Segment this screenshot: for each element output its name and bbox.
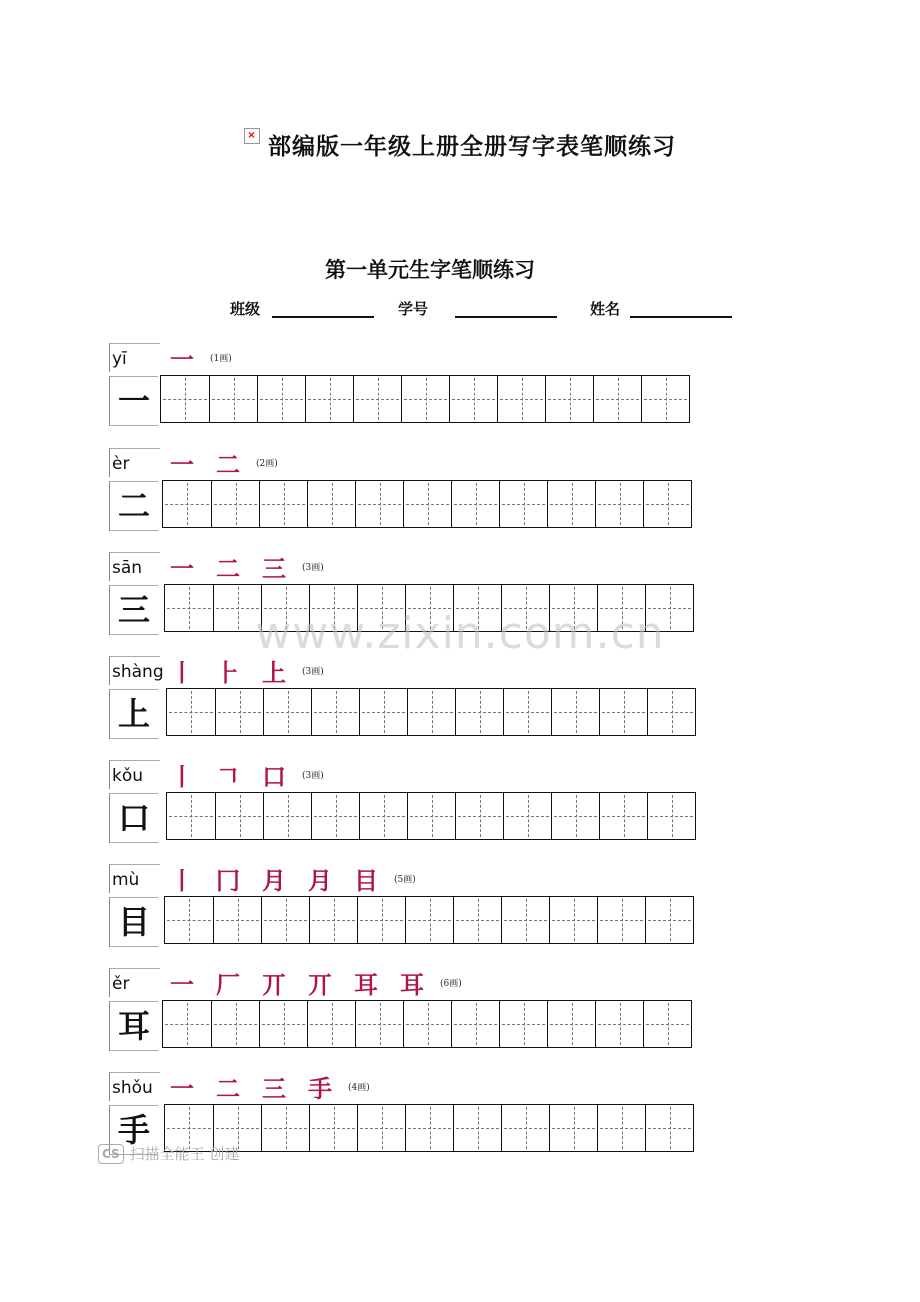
stroke-count: (5画) bbox=[394, 874, 416, 885]
writing-cell[interactable] bbox=[161, 376, 209, 422]
name-blank[interactable] bbox=[630, 316, 732, 318]
scanner-credit bbox=[98, 1143, 239, 1164]
practice-grid bbox=[166, 688, 696, 736]
writing-cell[interactable] bbox=[163, 481, 211, 527]
character-row bbox=[0, 968, 920, 1068]
stroke-step: 耳 bbox=[400, 969, 424, 999]
writing-cell[interactable] bbox=[453, 897, 501, 943]
writing-cell[interactable] bbox=[455, 793, 503, 839]
writing-cell[interactable] bbox=[261, 585, 309, 631]
writing-cell[interactable] bbox=[355, 481, 403, 527]
model-character: 上 bbox=[109, 689, 158, 739]
stroke-step: 上 bbox=[262, 657, 286, 687]
writing-cell[interactable] bbox=[213, 897, 261, 943]
writing-cell[interactable] bbox=[211, 481, 259, 527]
character-row bbox=[0, 864, 920, 964]
writing-cell[interactable] bbox=[545, 376, 593, 422]
writing-cell[interactable] bbox=[403, 481, 451, 527]
stroke-step: 二 bbox=[216, 1073, 240, 1103]
writing-cell[interactable] bbox=[259, 1001, 307, 1047]
writing-cell[interactable] bbox=[309, 585, 357, 631]
writing-cell[interactable] bbox=[453, 585, 501, 631]
writing-cell[interactable] bbox=[305, 376, 353, 422]
pinyin-label: kǒu bbox=[109, 760, 160, 789]
writing-cell[interactable] bbox=[499, 481, 547, 527]
writing-cell[interactable] bbox=[551, 689, 599, 735]
writing-cell[interactable] bbox=[451, 481, 499, 527]
pinyin-label: sān bbox=[109, 552, 160, 581]
writing-cell[interactable] bbox=[359, 689, 407, 735]
character-row bbox=[0, 760, 920, 860]
writing-cell[interactable] bbox=[641, 376, 689, 422]
writing-cell[interactable] bbox=[405, 1105, 453, 1151]
writing-cell[interactable] bbox=[357, 897, 405, 943]
writing-cell[interactable] bbox=[593, 376, 641, 422]
writing-cell[interactable] bbox=[359, 793, 407, 839]
writing-cell[interactable] bbox=[311, 793, 359, 839]
pinyin-label: mù bbox=[109, 864, 160, 893]
character-row bbox=[0, 656, 920, 756]
writing-cell[interactable] bbox=[503, 793, 551, 839]
writing-cell[interactable] bbox=[405, 897, 453, 943]
writing-cell[interactable] bbox=[645, 1105, 693, 1151]
writing-cell[interactable] bbox=[501, 585, 549, 631]
pinyin-label: yī bbox=[109, 343, 160, 372]
writing-cell[interactable] bbox=[455, 689, 503, 735]
writing-cell[interactable] bbox=[309, 897, 357, 943]
stroke-step: 丌 bbox=[262, 969, 286, 999]
writing-cell[interactable] bbox=[549, 897, 597, 943]
writing-cell[interactable] bbox=[167, 793, 215, 839]
pinyin-label: shǒu bbox=[109, 1072, 160, 1101]
writing-cell[interactable] bbox=[165, 585, 213, 631]
stroke-step: 丨 bbox=[170, 761, 194, 791]
writing-cell[interactable] bbox=[501, 1105, 549, 1151]
pinyin-label: shàng bbox=[109, 656, 160, 685]
stroke-order-sequence bbox=[170, 448, 278, 479]
stroke-step: 一 bbox=[170, 553, 194, 583]
stroke-count: (3画) bbox=[302, 770, 324, 781]
writing-cell[interactable] bbox=[451, 1001, 499, 1047]
writing-cell[interactable] bbox=[597, 897, 645, 943]
stroke-step: 一 bbox=[170, 969, 194, 999]
document-title: × 部编版一年级上册全册写字表笔顺练习 bbox=[0, 128, 920, 161]
model-character: 二 bbox=[109, 481, 158, 531]
writing-cell[interactable] bbox=[263, 793, 311, 839]
writing-cell[interactable] bbox=[357, 1105, 405, 1151]
writing-cell[interactable] bbox=[647, 793, 695, 839]
writing-cell[interactable] bbox=[261, 1105, 309, 1151]
writing-cell[interactable] bbox=[597, 585, 645, 631]
writing-cell[interactable] bbox=[403, 1001, 451, 1047]
writing-cell[interactable] bbox=[261, 897, 309, 943]
watermark: www.zixin.com.cn bbox=[255, 608, 665, 659]
model-character: 口 bbox=[109, 793, 158, 843]
stroke-count: (3画) bbox=[302, 562, 324, 573]
stroke-step: 丌 bbox=[308, 969, 332, 999]
writing-cell[interactable] bbox=[311, 689, 359, 735]
writing-cell[interactable] bbox=[503, 689, 551, 735]
writing-cell[interactable] bbox=[549, 585, 597, 631]
writing-cell[interactable] bbox=[497, 376, 545, 422]
stroke-step: 手 bbox=[308, 1073, 332, 1103]
stroke-step: 月 bbox=[308, 865, 332, 895]
practice-grid bbox=[166, 792, 696, 840]
writing-cell[interactable] bbox=[449, 376, 497, 422]
pinyin-label: èr bbox=[109, 448, 160, 477]
writing-cell[interactable] bbox=[551, 793, 599, 839]
class-blank[interactable] bbox=[272, 316, 374, 318]
writing-cell[interactable] bbox=[211, 1001, 259, 1047]
writing-cell[interactable] bbox=[307, 481, 355, 527]
writing-cell[interactable] bbox=[357, 585, 405, 631]
stroke-step: 丨 bbox=[170, 865, 194, 895]
practice-grid bbox=[164, 896, 694, 944]
character-row bbox=[0, 343, 920, 443]
name-label: 姓名 bbox=[590, 300, 621, 318]
stroke-order-sequence bbox=[170, 760, 324, 791]
model-character: 目 bbox=[109, 897, 158, 947]
writing-cell[interactable] bbox=[643, 1001, 691, 1047]
number-label: 学号 bbox=[398, 300, 429, 318]
writing-cell[interactable] bbox=[643, 481, 691, 527]
practice-grid bbox=[164, 584, 694, 632]
writing-cell[interactable] bbox=[547, 481, 595, 527]
camscanner-logo-icon: CS bbox=[98, 1144, 124, 1164]
stroke-step: 月 bbox=[262, 865, 286, 895]
stroke-step: 口 bbox=[262, 761, 286, 791]
writing-cell[interactable] bbox=[645, 585, 693, 631]
model-character: 耳 bbox=[109, 1001, 158, 1051]
writing-cell[interactable] bbox=[499, 1001, 547, 1047]
writing-cell[interactable] bbox=[501, 897, 549, 943]
practice-grid bbox=[162, 480, 692, 528]
stroke-step: 二 bbox=[216, 449, 240, 479]
scanner-text: 扫描全能王 创建 bbox=[129, 1145, 240, 1163]
pinyin-label: ěr bbox=[109, 968, 160, 997]
stroke-step: ⺊ bbox=[216, 657, 240, 687]
practice-grid bbox=[162, 1000, 692, 1048]
writing-cell[interactable] bbox=[213, 585, 261, 631]
writing-cell[interactable] bbox=[595, 1001, 643, 1047]
writing-cell[interactable] bbox=[167, 689, 215, 735]
stroke-step: 冂 bbox=[216, 865, 240, 895]
writing-cell[interactable] bbox=[599, 793, 647, 839]
writing-cell[interactable] bbox=[165, 897, 213, 943]
stroke-step: 三 bbox=[262, 553, 286, 583]
stroke-count: (4画) bbox=[348, 1082, 370, 1093]
stroke-step: 耳 bbox=[354, 969, 378, 999]
stroke-step: 厂 bbox=[216, 969, 240, 999]
writing-cell[interactable] bbox=[595, 481, 643, 527]
stroke-count: (3画) bbox=[302, 666, 324, 677]
stroke-step: 一 bbox=[170, 1073, 194, 1103]
stroke-order-sequence bbox=[170, 343, 232, 374]
character-row bbox=[0, 552, 920, 652]
writing-cell[interactable] bbox=[353, 376, 401, 422]
writing-cell[interactable] bbox=[549, 1105, 597, 1151]
model-character: 手 bbox=[109, 1105, 158, 1155]
stroke-order-sequence bbox=[170, 968, 462, 999]
stroke-order-sequence bbox=[170, 552, 324, 583]
writing-cell[interactable] bbox=[407, 793, 455, 839]
stroke-step: 丨 bbox=[170, 657, 194, 687]
writing-cell[interactable] bbox=[215, 793, 263, 839]
writing-cell[interactable] bbox=[599, 689, 647, 735]
sheet-title: 第一单元生字笔顺练习 bbox=[325, 257, 535, 282]
practice-grid bbox=[160, 375, 690, 423]
writing-cell[interactable] bbox=[647, 689, 695, 735]
writing-cell[interactable] bbox=[307, 1001, 355, 1047]
number-blank[interactable] bbox=[455, 316, 557, 318]
model-character: 三 bbox=[109, 585, 158, 635]
writing-cell[interactable] bbox=[547, 1001, 595, 1047]
writing-cell[interactable] bbox=[453, 1105, 501, 1151]
stroke-count: (2画) bbox=[256, 458, 278, 469]
writing-cell[interactable] bbox=[215, 689, 263, 735]
writing-cell[interactable] bbox=[597, 1105, 645, 1151]
stroke-order-sequence bbox=[170, 864, 416, 895]
stroke-step: 二 bbox=[216, 553, 240, 583]
stroke-order-sequence bbox=[170, 1072, 370, 1103]
stroke-order-sequence bbox=[170, 656, 324, 687]
stroke-count: (6画) bbox=[440, 978, 462, 989]
writing-cell[interactable] bbox=[355, 1001, 403, 1047]
writing-cell[interactable] bbox=[645, 897, 693, 943]
stroke-step: 一 bbox=[170, 449, 194, 479]
practice-grid bbox=[164, 1104, 694, 1152]
writing-cell[interactable] bbox=[309, 1105, 357, 1151]
character-row bbox=[0, 448, 920, 548]
stroke-step: 𠃍 bbox=[216, 761, 240, 791]
writing-cell[interactable] bbox=[401, 376, 449, 422]
writing-cell[interactable] bbox=[407, 689, 455, 735]
stroke-step: 目 bbox=[354, 865, 378, 895]
writing-cell[interactable] bbox=[257, 376, 305, 422]
class-label: 班级 bbox=[230, 300, 261, 318]
stroke-count: (1画) bbox=[210, 353, 232, 364]
model-character: 一 bbox=[109, 376, 158, 426]
stroke-step: 一 bbox=[170, 344, 194, 374]
broken-image-icon: × bbox=[244, 128, 260, 144]
writing-cell[interactable] bbox=[263, 689, 311, 735]
stroke-step: 三 bbox=[262, 1073, 286, 1103]
writing-cell[interactable] bbox=[209, 376, 257, 422]
writing-cell[interactable] bbox=[259, 481, 307, 527]
writing-cell[interactable] bbox=[163, 1001, 211, 1047]
writing-cell[interactable] bbox=[405, 585, 453, 631]
